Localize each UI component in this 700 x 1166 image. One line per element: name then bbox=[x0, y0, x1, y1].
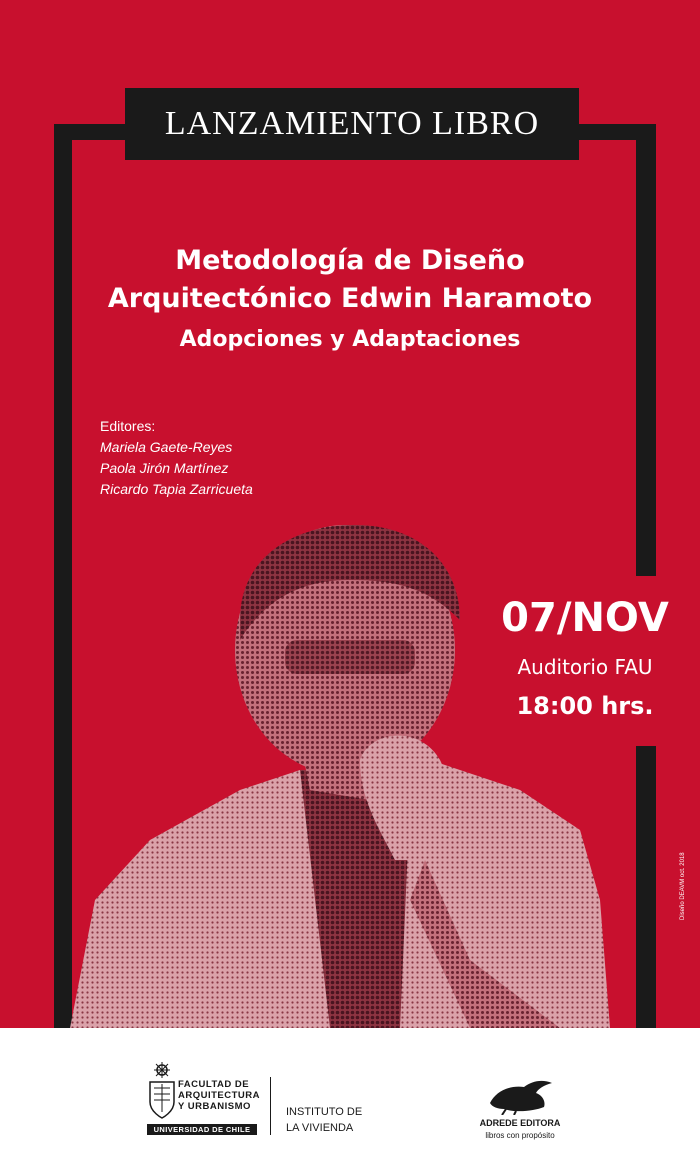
adrede-tagline: libros con propósito bbox=[485, 1131, 555, 1140]
logo-strip bbox=[0, 1028, 700, 1166]
editors-heading: Editores: bbox=[100, 418, 156, 434]
instituto-vivienda-logo bbox=[286, 1104, 362, 1136]
banner-text: LANZAMIENTO LIBRO bbox=[164, 105, 540, 142]
fau-line3: Y URBANISMO bbox=[178, 1101, 251, 1112]
event-time: 18:00 hrs. bbox=[516, 692, 654, 720]
editor-name: Mariela Gaete-Reyes bbox=[100, 439, 233, 455]
editors-block bbox=[100, 416, 253, 500]
event-date: 07/NOV bbox=[501, 595, 669, 641]
instituto-line1: INSTITUTO DE bbox=[286, 1106, 363, 1118]
fau-line1: FACULTAD DE bbox=[178, 1079, 250, 1090]
event-venue: Auditorio FAU bbox=[517, 655, 653, 679]
fau-line2: ARQUITECTURA bbox=[178, 1090, 260, 1101]
adrede-bird-icon bbox=[486, 1073, 556, 1115]
book-title-line1: Metodología de Diseño bbox=[175, 245, 525, 276]
editor-name: Ricardo Tapia Zarricueta bbox=[100, 481, 253, 497]
editor-name: Paola Jirón Martínez bbox=[100, 460, 229, 476]
fau-crest-icon bbox=[148, 1062, 176, 1120]
universidad-de-chile-label: UNIVERSIDAD DE CHILE bbox=[147, 1124, 257, 1135]
fau-logo-text bbox=[178, 1079, 260, 1112]
design-credit: Diseño DEAVM oct. 2018 bbox=[680, 852, 686, 920]
book-subtitle: Adopciones y Adaptaciones bbox=[179, 327, 521, 352]
book-title-line2: Arquitectónico Edwin Haramoto bbox=[107, 283, 593, 314]
logo-divider bbox=[270, 1077, 271, 1135]
adrede-name: ADREDE EDITORA bbox=[479, 1118, 561, 1128]
instituto-line2: LA VIVIENDA bbox=[286, 1122, 354, 1134]
launch-banner bbox=[125, 88, 579, 160]
